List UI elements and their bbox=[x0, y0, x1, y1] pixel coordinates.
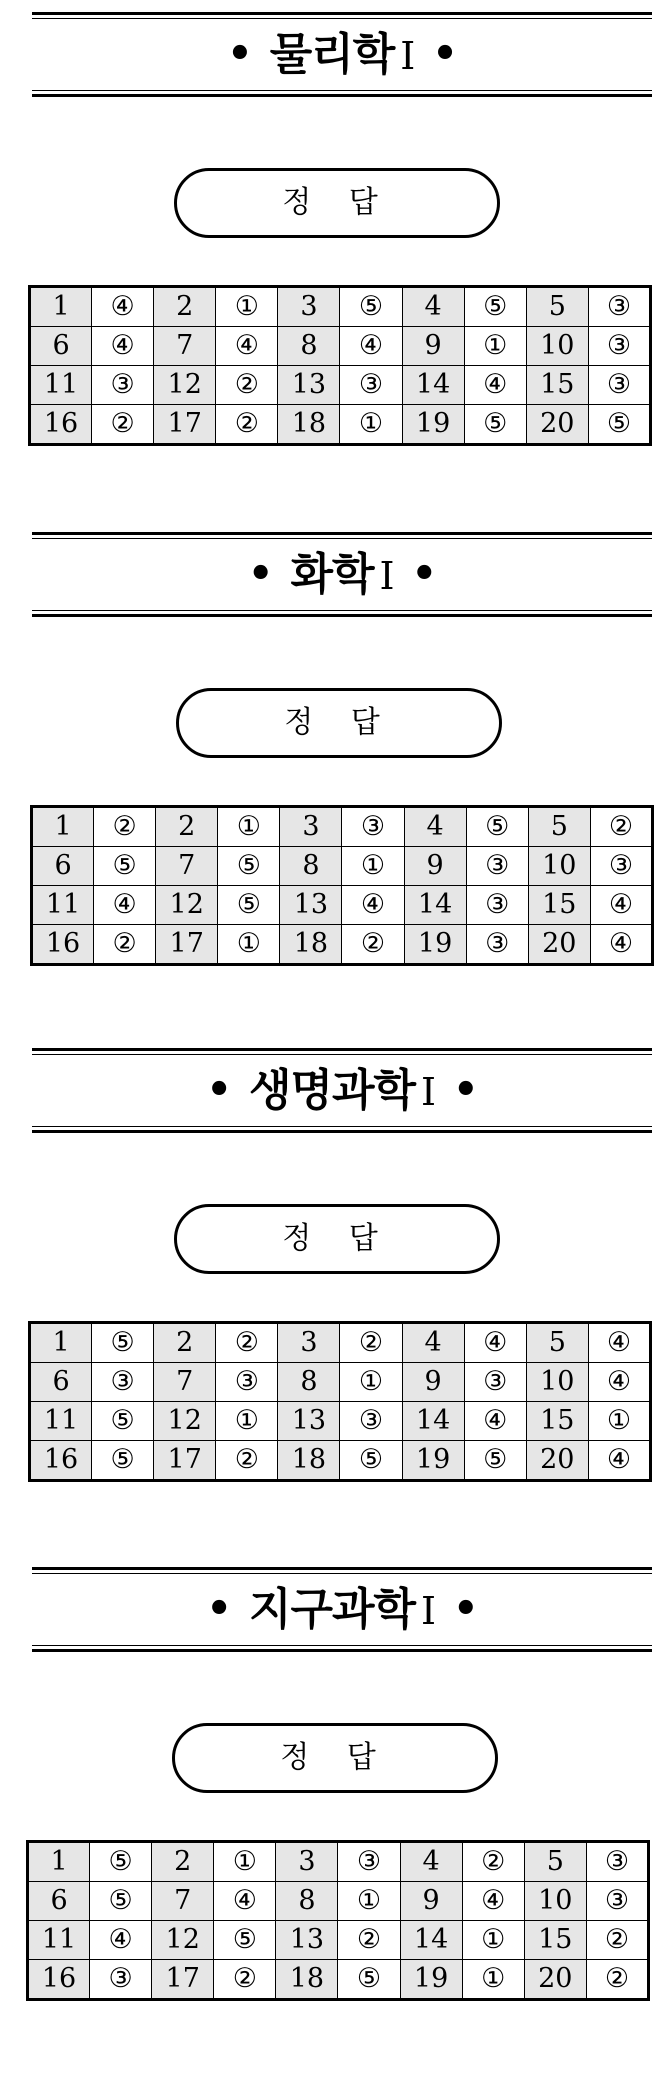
title-band bbox=[32, 1048, 652, 1132]
question-number: 12 bbox=[156, 886, 218, 925]
answer-choice: ⑤ bbox=[588, 405, 650, 445]
answer-choice: ⑤ bbox=[464, 1441, 526, 1481]
answer-choice: ③ bbox=[340, 1402, 402, 1441]
subject-title bbox=[32, 1583, 652, 1637]
answer-choice: ② bbox=[340, 1323, 402, 1363]
question-number: 20 bbox=[528, 925, 590, 965]
question-number: 19 bbox=[402, 1441, 464, 1481]
question-number: 10 bbox=[526, 1363, 588, 1402]
answer-choice: ① bbox=[338, 1882, 400, 1921]
answer-choice: ⑤ bbox=[214, 1921, 276, 1960]
bullet-icon: • bbox=[206, 1067, 231, 1113]
answer-choice: ⑤ bbox=[218, 847, 280, 886]
answer-choice: ④ bbox=[90, 1921, 152, 1960]
answer-choice: ② bbox=[216, 1323, 278, 1363]
answer-choice: ⑤ bbox=[90, 1882, 152, 1921]
answer-choice: ② bbox=[590, 807, 652, 847]
answer-choice: ① bbox=[462, 1921, 524, 1960]
answer-choice: ④ bbox=[214, 1882, 276, 1921]
answer-choice: ① bbox=[342, 847, 404, 886]
subject-numeral: Ⅰ bbox=[400, 34, 415, 78]
answer-choice: ③ bbox=[466, 886, 528, 925]
answer-choice: ⑤ bbox=[92, 1441, 154, 1481]
answer-choice: ③ bbox=[466, 847, 528, 886]
bullet-icon: • bbox=[206, 1586, 231, 1632]
table-row bbox=[30, 287, 651, 327]
answer-choice: ② bbox=[586, 1921, 648, 1960]
table-row bbox=[30, 1363, 651, 1402]
answer-choice: ④ bbox=[342, 886, 404, 925]
question-number: 17 bbox=[156, 925, 218, 965]
answer-choice: ④ bbox=[464, 366, 526, 405]
answer-choice: ② bbox=[214, 1960, 276, 2000]
question-number: 14 bbox=[402, 366, 464, 405]
table-row bbox=[32, 807, 653, 847]
answer-choice: ③ bbox=[588, 287, 650, 327]
subject-name: 물리학 bbox=[269, 29, 395, 80]
question-number: 6 bbox=[30, 327, 92, 366]
answer-choice: ③ bbox=[338, 1842, 400, 1882]
question-number: 2 bbox=[152, 1842, 214, 1882]
question-number: 15 bbox=[524, 1921, 586, 1960]
answer-choice: ⑤ bbox=[340, 287, 402, 327]
question-number: 12 bbox=[154, 1402, 216, 1441]
title-band bbox=[32, 12, 652, 96]
bullet-icon: • bbox=[453, 1586, 478, 1632]
answer-choice: ④ bbox=[92, 327, 154, 366]
subject-numeral: Ⅰ bbox=[421, 1589, 436, 1633]
question-number: 2 bbox=[154, 1323, 216, 1363]
answer-choice: ① bbox=[218, 807, 280, 847]
answer-choice: ② bbox=[92, 405, 154, 445]
answer-choice: ④ bbox=[588, 1323, 650, 1363]
question-number: 16 bbox=[28, 1960, 90, 2000]
answer-table bbox=[28, 285, 652, 446]
question-number: 12 bbox=[152, 1921, 214, 1960]
question-number: 17 bbox=[154, 1441, 216, 1481]
question-number: 5 bbox=[526, 287, 588, 327]
table-row bbox=[30, 1441, 651, 1481]
answer-choice: ① bbox=[216, 1402, 278, 1441]
question-number: 3 bbox=[276, 1842, 338, 1882]
question-number: 6 bbox=[28, 1882, 90, 1921]
subject-title bbox=[32, 1064, 652, 1118]
question-number: 20 bbox=[524, 1960, 586, 2000]
answer-label: 정 답 bbox=[176, 688, 502, 758]
title-band bbox=[32, 532, 652, 616]
question-number: 3 bbox=[278, 287, 340, 327]
question-number: 19 bbox=[404, 925, 466, 965]
answer-choice: ④ bbox=[462, 1882, 524, 1921]
answer-choice: ④ bbox=[464, 1402, 526, 1441]
question-number: 13 bbox=[278, 366, 340, 405]
question-number: 14 bbox=[400, 1921, 462, 1960]
answer-choice: ④ bbox=[340, 327, 402, 366]
answer-choice: ④ bbox=[588, 1363, 650, 1402]
answer-choice: ① bbox=[340, 1363, 402, 1402]
table-row bbox=[30, 1402, 651, 1441]
answer-choice: ⑤ bbox=[218, 886, 280, 925]
answer-choice: ③ bbox=[588, 366, 650, 405]
answer-choice: ③ bbox=[464, 1363, 526, 1402]
answer-choice: ② bbox=[216, 366, 278, 405]
answer-choice: ③ bbox=[590, 847, 652, 886]
answer-choice: ⑤ bbox=[92, 1323, 154, 1363]
question-number: 2 bbox=[156, 807, 218, 847]
answer-choice: ② bbox=[586, 1960, 648, 2000]
question-number: 10 bbox=[526, 327, 588, 366]
answer-table bbox=[26, 1840, 650, 2001]
answer-label: 정 답 bbox=[174, 1204, 500, 1274]
answer-choice: ② bbox=[94, 807, 156, 847]
table-row bbox=[32, 847, 653, 886]
question-number: 4 bbox=[400, 1842, 462, 1882]
question-number: 17 bbox=[152, 1960, 214, 2000]
question-number: 14 bbox=[402, 1402, 464, 1441]
question-number: 1 bbox=[30, 287, 92, 327]
answer-choice: ③ bbox=[466, 925, 528, 965]
question-number: 18 bbox=[276, 1960, 338, 2000]
question-number: 7 bbox=[156, 847, 218, 886]
answer-choice: ③ bbox=[586, 1882, 648, 1921]
question-number: 15 bbox=[528, 886, 590, 925]
subject-numeral: Ⅰ bbox=[379, 554, 394, 598]
question-number: 10 bbox=[528, 847, 590, 886]
question-number: 19 bbox=[402, 405, 464, 445]
answer-choice: ⑤ bbox=[90, 1842, 152, 1882]
answer-choice: ③ bbox=[586, 1842, 648, 1882]
question-number: 8 bbox=[278, 1363, 340, 1402]
answer-choice: ⑤ bbox=[464, 287, 526, 327]
question-number: 1 bbox=[30, 1323, 92, 1363]
question-number: 11 bbox=[32, 886, 94, 925]
table-row bbox=[30, 327, 651, 366]
question-number: 12 bbox=[154, 366, 216, 405]
answer-choice: ① bbox=[214, 1842, 276, 1882]
question-number: 4 bbox=[404, 807, 466, 847]
question-number: 9 bbox=[404, 847, 466, 886]
answer-choice: ② bbox=[216, 405, 278, 445]
table-row bbox=[32, 925, 653, 965]
answer-choice: ⑤ bbox=[338, 1960, 400, 2000]
question-number: 2 bbox=[154, 287, 216, 327]
answer-choice: ① bbox=[588, 1402, 650, 1441]
bullet-icon: • bbox=[411, 551, 437, 597]
question-number: 9 bbox=[402, 327, 464, 366]
answer-choice: ④ bbox=[590, 925, 652, 965]
question-number: 18 bbox=[278, 405, 340, 445]
answer-label: 정 답 bbox=[172, 1723, 498, 1793]
answer-choice: ② bbox=[338, 1921, 400, 1960]
answer-choice: ② bbox=[94, 925, 156, 965]
question-number: 11 bbox=[30, 1402, 92, 1441]
answer-table bbox=[28, 1321, 652, 1482]
answer-choice: ③ bbox=[90, 1960, 152, 2000]
question-number: 14 bbox=[404, 886, 466, 925]
question-number: 6 bbox=[32, 847, 94, 886]
answer-choice: ③ bbox=[216, 1363, 278, 1402]
question-number: 7 bbox=[152, 1882, 214, 1921]
subject-title bbox=[32, 28, 652, 82]
question-number: 1 bbox=[28, 1842, 90, 1882]
answer-choice: ④ bbox=[590, 886, 652, 925]
answer-choice: ② bbox=[342, 925, 404, 965]
answer-choice: ② bbox=[462, 1842, 524, 1882]
bullet-icon: • bbox=[247, 551, 273, 597]
question-number: 20 bbox=[526, 1441, 588, 1481]
bullet-icon: • bbox=[432, 31, 457, 77]
question-number: 9 bbox=[402, 1363, 464, 1402]
bullet-icon: • bbox=[227, 31, 252, 77]
question-number: 9 bbox=[400, 1882, 462, 1921]
question-number: 8 bbox=[280, 847, 342, 886]
question-number: 10 bbox=[524, 1882, 586, 1921]
question-number: 7 bbox=[154, 327, 216, 366]
question-number: 8 bbox=[278, 327, 340, 366]
question-number: 13 bbox=[276, 1921, 338, 1960]
answer-choice: ⑤ bbox=[464, 405, 526, 445]
answer-choice: ⑤ bbox=[94, 847, 156, 886]
question-number: 18 bbox=[280, 925, 342, 965]
question-number: 16 bbox=[30, 1441, 92, 1481]
table-row bbox=[28, 1882, 649, 1921]
answer-choice: ⑤ bbox=[92, 1402, 154, 1441]
table-row bbox=[30, 1323, 651, 1363]
answer-choice: ③ bbox=[342, 807, 404, 847]
answer-choice: ⑤ bbox=[340, 1441, 402, 1481]
answer-choice: ③ bbox=[340, 366, 402, 405]
subject-name: 지구과학 bbox=[248, 1584, 415, 1635]
answer-choice: ④ bbox=[216, 327, 278, 366]
question-number: 17 bbox=[154, 405, 216, 445]
answer-choice: ① bbox=[216, 287, 278, 327]
question-number: 5 bbox=[526, 1323, 588, 1363]
table-row bbox=[28, 1960, 649, 2000]
question-number: 4 bbox=[402, 287, 464, 327]
question-number: 4 bbox=[402, 1323, 464, 1363]
answer-choice: ④ bbox=[588, 1441, 650, 1481]
question-number: 20 bbox=[526, 405, 588, 445]
question-number: 13 bbox=[278, 1402, 340, 1441]
answer-choice: ③ bbox=[92, 366, 154, 405]
answer-choice: ① bbox=[462, 1960, 524, 2000]
question-number: 11 bbox=[28, 1921, 90, 1960]
question-number: 13 bbox=[280, 886, 342, 925]
subject-name: 화학 bbox=[290, 549, 374, 600]
question-number: 1 bbox=[32, 807, 94, 847]
question-number: 15 bbox=[526, 366, 588, 405]
answer-choice: ④ bbox=[92, 287, 154, 327]
question-number: 16 bbox=[30, 405, 92, 445]
table-row bbox=[28, 1921, 649, 1960]
question-number: 7 bbox=[154, 1363, 216, 1402]
answer-label: 정 답 bbox=[174, 168, 500, 238]
question-number: 6 bbox=[30, 1363, 92, 1402]
question-number: 3 bbox=[280, 807, 342, 847]
question-number: 16 bbox=[32, 925, 94, 965]
answer-choice: ④ bbox=[464, 1323, 526, 1363]
answer-table bbox=[30, 805, 654, 966]
table-row bbox=[28, 1842, 649, 1882]
question-number: 11 bbox=[30, 366, 92, 405]
title-band bbox=[32, 1567, 652, 1651]
question-number: 3 bbox=[278, 1323, 340, 1363]
answer-choice: ① bbox=[218, 925, 280, 965]
table-row bbox=[30, 366, 651, 405]
answer-choice: ④ bbox=[94, 886, 156, 925]
question-number: 5 bbox=[528, 807, 590, 847]
answer-choice: ⑤ bbox=[466, 807, 528, 847]
table-row bbox=[30, 405, 651, 445]
subject-title bbox=[32, 548, 652, 602]
question-number: 18 bbox=[278, 1441, 340, 1481]
answer-choice: ③ bbox=[588, 327, 650, 366]
question-number: 19 bbox=[400, 1960, 462, 2000]
question-number: 5 bbox=[524, 1842, 586, 1882]
answer-choice: ① bbox=[464, 327, 526, 366]
question-number: 8 bbox=[276, 1882, 338, 1921]
answer-choice: ③ bbox=[92, 1363, 154, 1402]
subject-numeral: Ⅰ bbox=[421, 1070, 436, 1114]
answer-choice: ② bbox=[216, 1441, 278, 1481]
answer-choice: ① bbox=[340, 405, 402, 445]
subject-name: 생명과학 bbox=[248, 1065, 415, 1116]
bullet-icon: • bbox=[453, 1067, 478, 1113]
question-number: 15 bbox=[526, 1402, 588, 1441]
table-row bbox=[32, 886, 653, 925]
